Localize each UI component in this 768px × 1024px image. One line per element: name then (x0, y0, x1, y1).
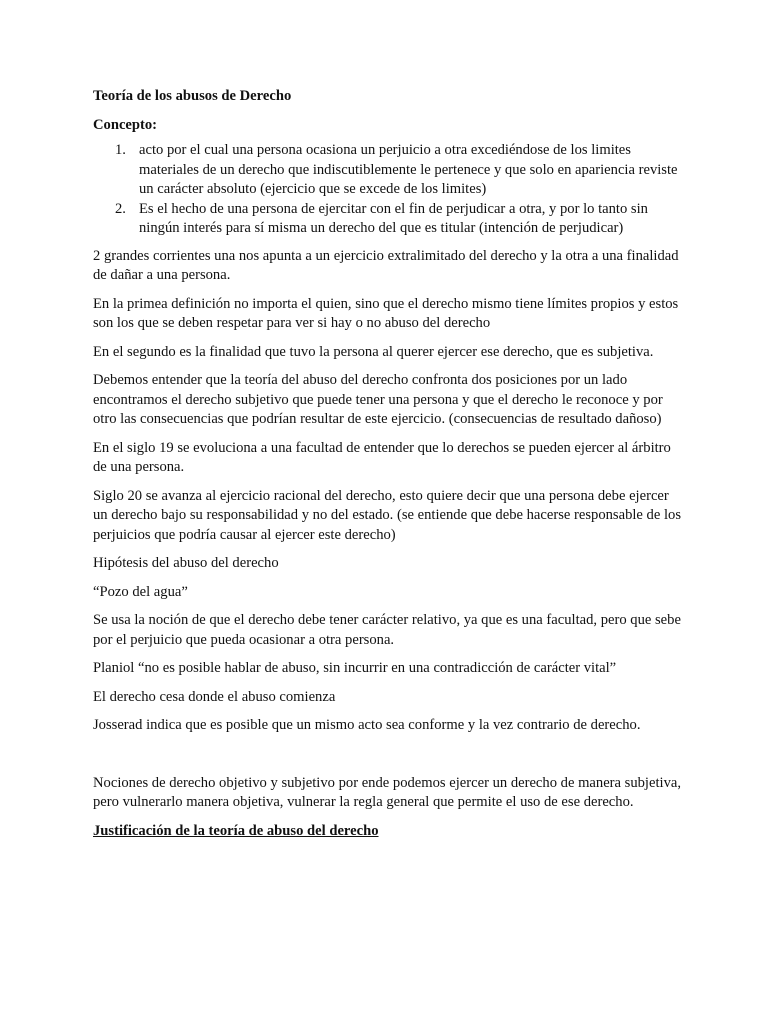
concept-heading: Concepto: (93, 116, 158, 133)
paragraph: “Pozo del agua” (93, 583, 188, 600)
paragraph: Planiol “no es posible hablar de abuso, sin incurrir en una contradicción de carácter vital” (93, 660, 617, 676)
paragraph: En la primea definición no importa el quien, sino que el derecho mismo tiene límites propios y estos son los que se deben respetar para ver si hay o no abuso del derecho (93, 295, 679, 331)
paragraph: En el siglo 19 se evoluciona a una facultad de entender que lo derechos se pueden ejercer al árbitro de una persona. (93, 439, 671, 475)
paragraph: En el segundo es la finalidad que tuvo la persona al querer ejercer ese derecho, que es subjetiva. (93, 343, 654, 360)
blank-line (93, 745, 683, 774)
document-title: Teoría de los abusos de Derecho (93, 88, 292, 104)
paragraph: Se usa la noción de que el derecho debe tener carácter relativo, ya que es una facultad, pero que sebe por el perjuicio que pueda ocasionar a otra persona. (93, 612, 681, 648)
paragraph: Josserad indica que es posible que un mismo acto sea conforme y la vez contrario de derecho. (93, 717, 641, 733)
paragraph: Siglo 20 se avanza al ejercicio racional del derecho, esto quiere decir que una persona debe ejercer un derecho bajo su responsabilidad y no del estado. (se entiende que debe hacerse responsable de los perjuicios que podría causar al ejercer este derecho) (93, 487, 682, 543)
list-item-text: acto por el cual una persona ocasiona un perjuicio a otra excediéndose de los limites materiales de un derecho que indiscutiblemente le pertenece y que solo en apariencia reviste un carácter absoluto (ejercicio que se excede de los limites) (139, 142, 678, 197)
paragraph: El derecho cesa donde el abuso comienza (93, 688, 336, 705)
list-item-text: Es el hecho de una persona de ejercitar con el fin de perjudicar a otra, y por lo tanto sin ningún interés para sí misma un derecho del que es titular (intención de perjudicar) (139, 200, 648, 236)
list-item-number: 1. (115, 142, 126, 158)
paragraph: Debemos entender que la teoría del abuso del derecho confronta dos posiciones por un lado encontramos el derecho subjetivo que puede tener una persona y que el derecho le reconoce y por otro las consecuencias que podrían resultar de este ejercicio. (consecuencias de resultado dañoso) (93, 372, 663, 427)
list-item (93, 200, 683, 239)
document-body (93, 87, 683, 841)
paragraph: Hipótesis del abuso del derecho (93, 555, 279, 571)
section-heading: Justificación de la teoría de abuso del derecho (93, 822, 379, 839)
closing-paragraph: Nociones de derecho objetivo y subjetivo por ende podemos ejercer un derecho de manera subjetiva, pero vulnerarlo manera objetiva, vulnerar la regla general que permite el uso de ese derecho. (93, 774, 681, 810)
list-item-number: 2. (115, 200, 126, 217)
paragraph: 2 grandes corrientes una nos apunta a un ejercicio extralimitado del derecho y la otra a una finalidad de dañar a una persona. (93, 247, 679, 283)
list-item (93, 141, 683, 200)
concept-list (93, 141, 683, 239)
